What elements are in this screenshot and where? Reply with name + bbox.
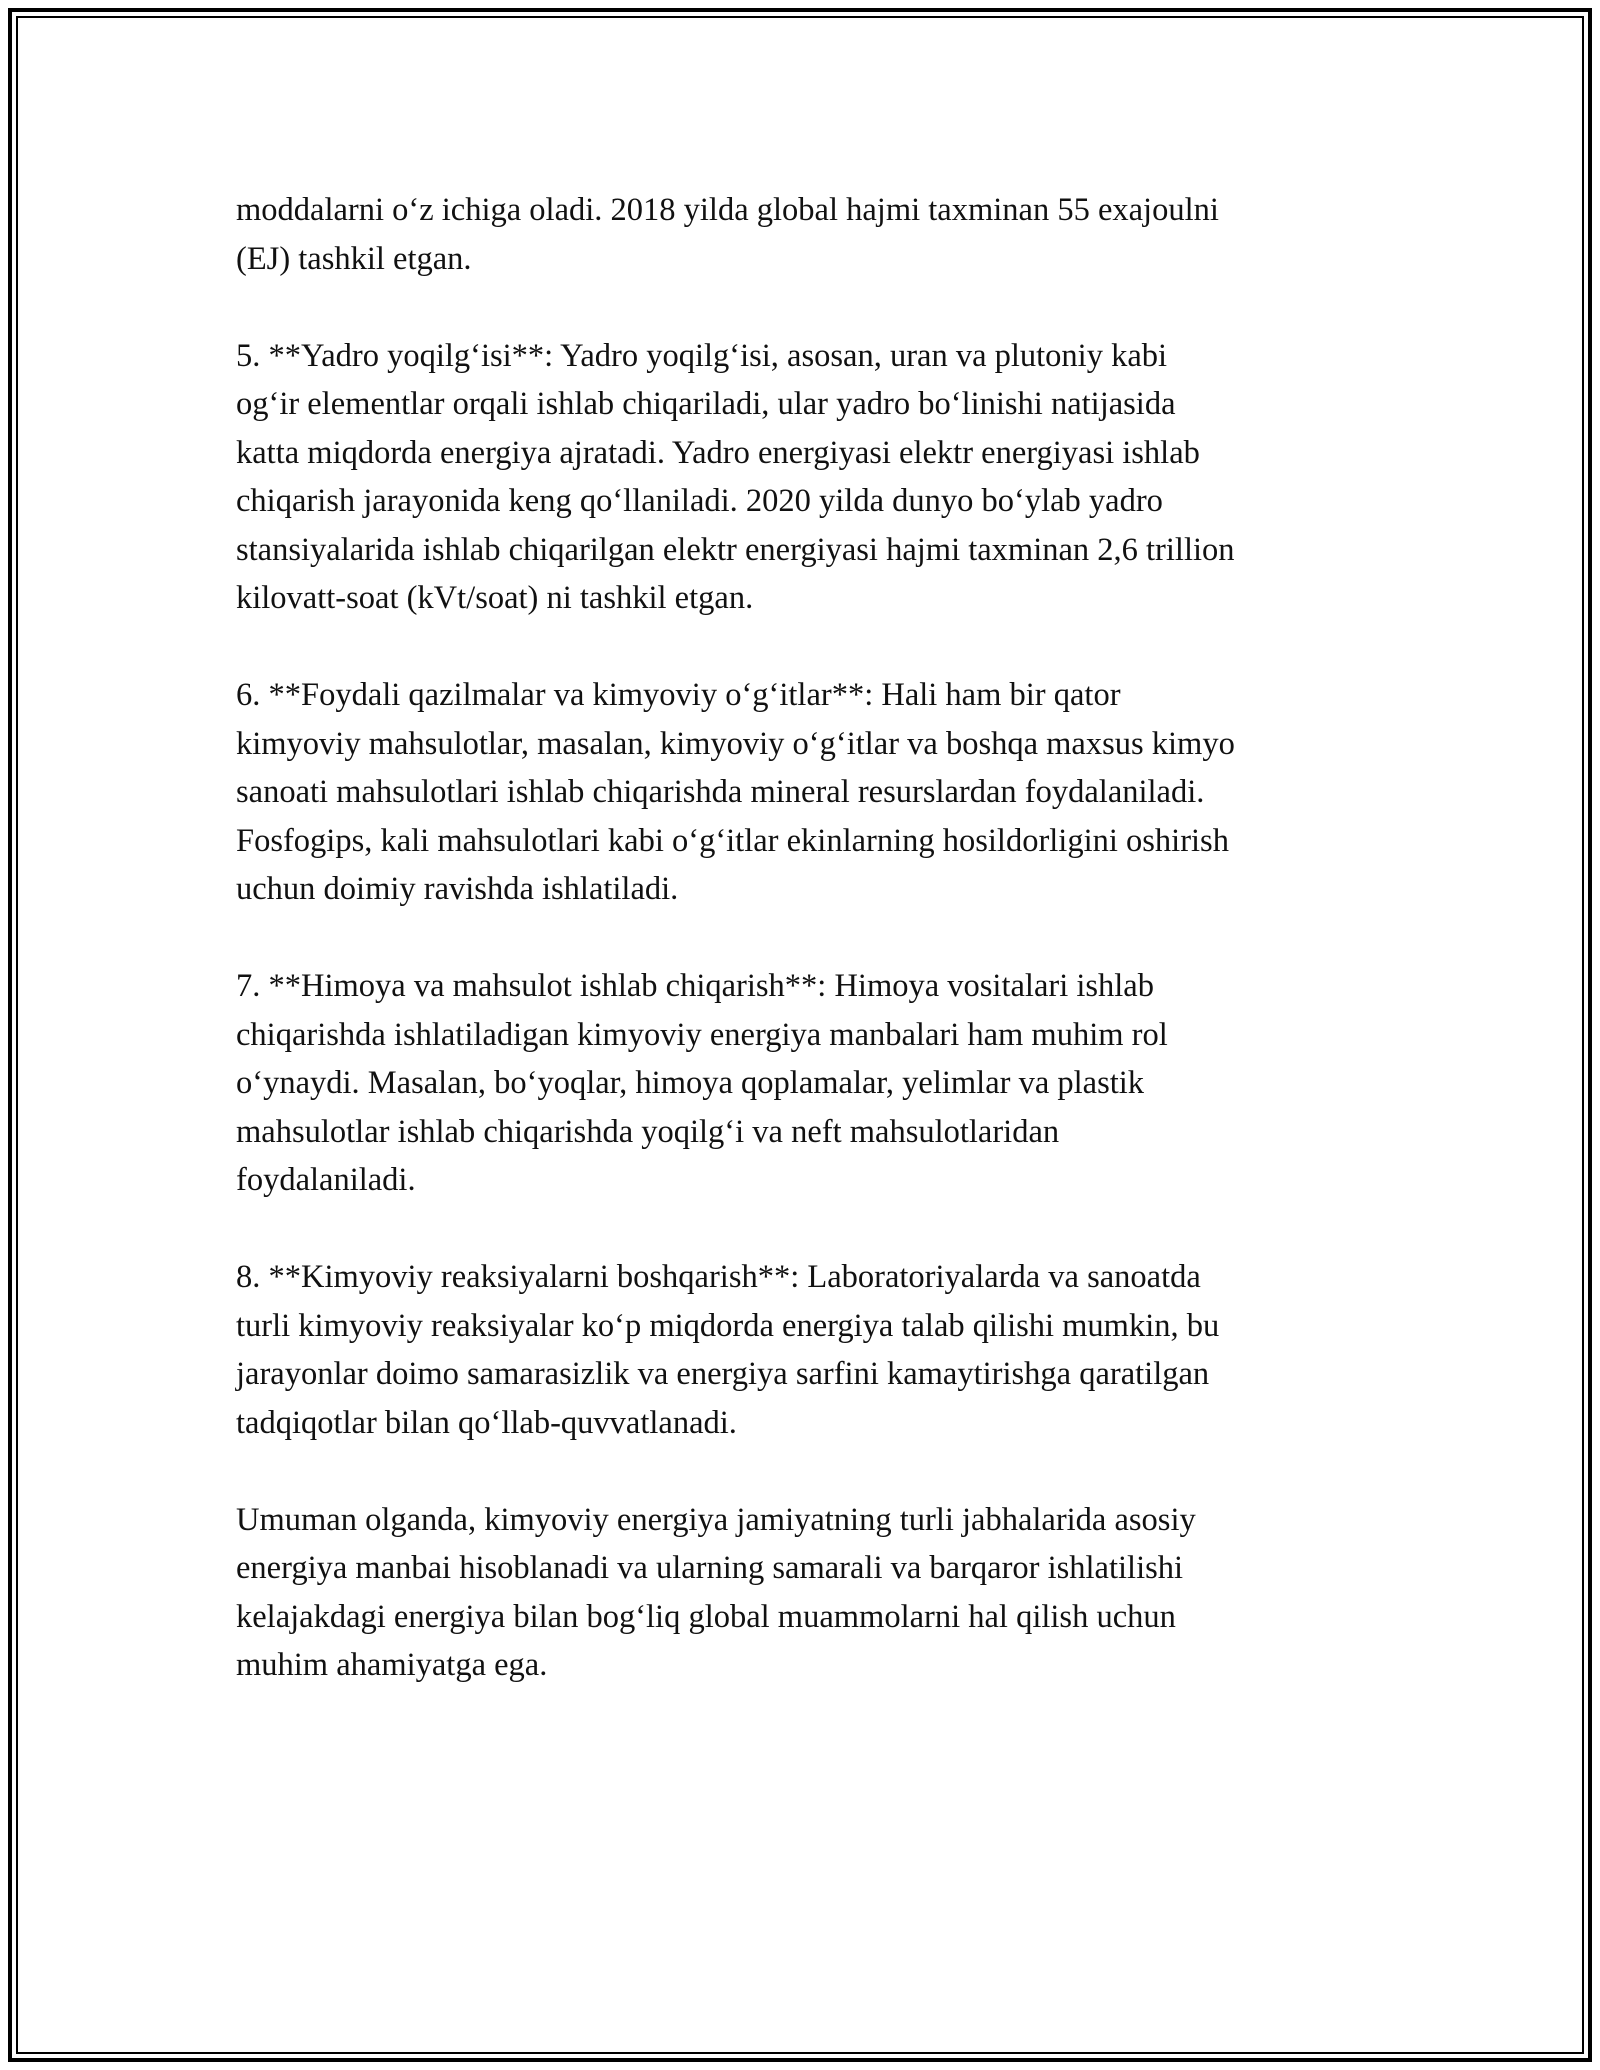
paragraph-item-7 [236,962,1376,1205]
text-line: kimyoviy mahsulotlar, masalan, kimyoviy o‘g‘itlar va boshqa maxsus kimyo [236,725,1235,762]
text-line: Umuman olganda, kimyoviy energiya jamiyatning turli jabhalarida asosiy [236,1501,1196,1538]
text-line: 7. **Himoya va mahsulot ishlab chiqarish**: Himoya vositalari ishlab [236,968,1154,1004]
text-line: energiya manbai hisoblanadi va ularning samarali va barqaror ishlatilishi [236,1550,1184,1586]
document-body [236,186,1376,1738]
text-line: 5. **Yadro yoqilg‘isi**: Yadro yoqilg‘isi, asosan, uran va plutoniy kabi [236,337,1168,374]
text-line: 6. **Foydali qazilmalar va kimyoviy o‘g‘itlar**: Hali ham bir qator [236,677,1121,713]
paragraph-conclusion [236,1496,1376,1690]
paragraph-continuation [236,186,1376,283]
text-line: turli kimyoviy reaksiyalar ko‘p miqdorda energiya talab qilishi mumkin, bu [236,1307,1220,1344]
text-line: jarayonlar doimo samarasizlik va energiya sarfini kamaytirishga qaratilgan [236,1356,1210,1392]
text-line: 8. **Kimyoviy reaksiyalarni boshqarish**: Laboratoriyalarda va sanoatda [236,1259,1201,1295]
text-line: chiqarish jarayonida keng qo‘llaniladi. 2020 yilda dunyo bo‘ylab yadro [236,483,1163,519]
text-line: uchun doimiy ravishda ishlatiladi. [236,871,679,907]
text-line: chiqarishda ishlatiladigan kimyoviy energiya manbalari ham muhim rol [236,1016,1168,1053]
text-line: moddalarni o‘z ichiga oladi. 2018 yilda global hajmi taxminan 55 exajoulni [236,192,1219,228]
text-line: (EJ) tashkil etgan. [236,240,472,277]
text-line: katta miqdorda energiya ajratadi. Yadro energiyasi elektr energiyasi ishlab [236,434,1200,471]
text-line: sanoati mahsulotlari ishlab chiqarishda mineral resurslardan foydalaniladi. [236,774,1205,810]
text-line: kelajakdagi energiya bilan bog‘liq global muammolarni hal qilish uchun [236,1598,1176,1635]
text-line: tadqiqotlar bilan qo‘llab-quvvatlanadi. [236,1404,737,1441]
text-line: foydalaniladi. [236,1162,416,1198]
text-line: muhim ahamiyatga ega. [236,1647,548,1683]
text-line: o‘ynaydi. Masalan, bo‘yoqlar, himoya qoplamalar, yelimlar va plastik [236,1065,1145,1101]
paragraph-item-8 [236,1253,1376,1447]
text-line: og‘ir elementlar orqali ishlab chiqariladi, ular yadro bo‘linishi natijasida [236,386,1176,422]
text-line: Fosfogips, kali mahsulotlari kabi o‘g‘itlar ekinlarning hosildorligini oshirish [236,822,1229,859]
text-line: kilovatt-soat (kVt/soat) ni tashkil etgan. [236,580,754,616]
paragraph-item-6 [236,671,1376,914]
paragraph-item-5 [236,332,1376,623]
text-line: stansiyalarida ishlab chiqarilgan elektr energiyasi hajmi taxminan 2,6 trillion [236,531,1235,568]
text-line: mahsulotlar ishlab chiqarishda yoqilg‘i va neft mahsulotlaridan [236,1113,1060,1150]
